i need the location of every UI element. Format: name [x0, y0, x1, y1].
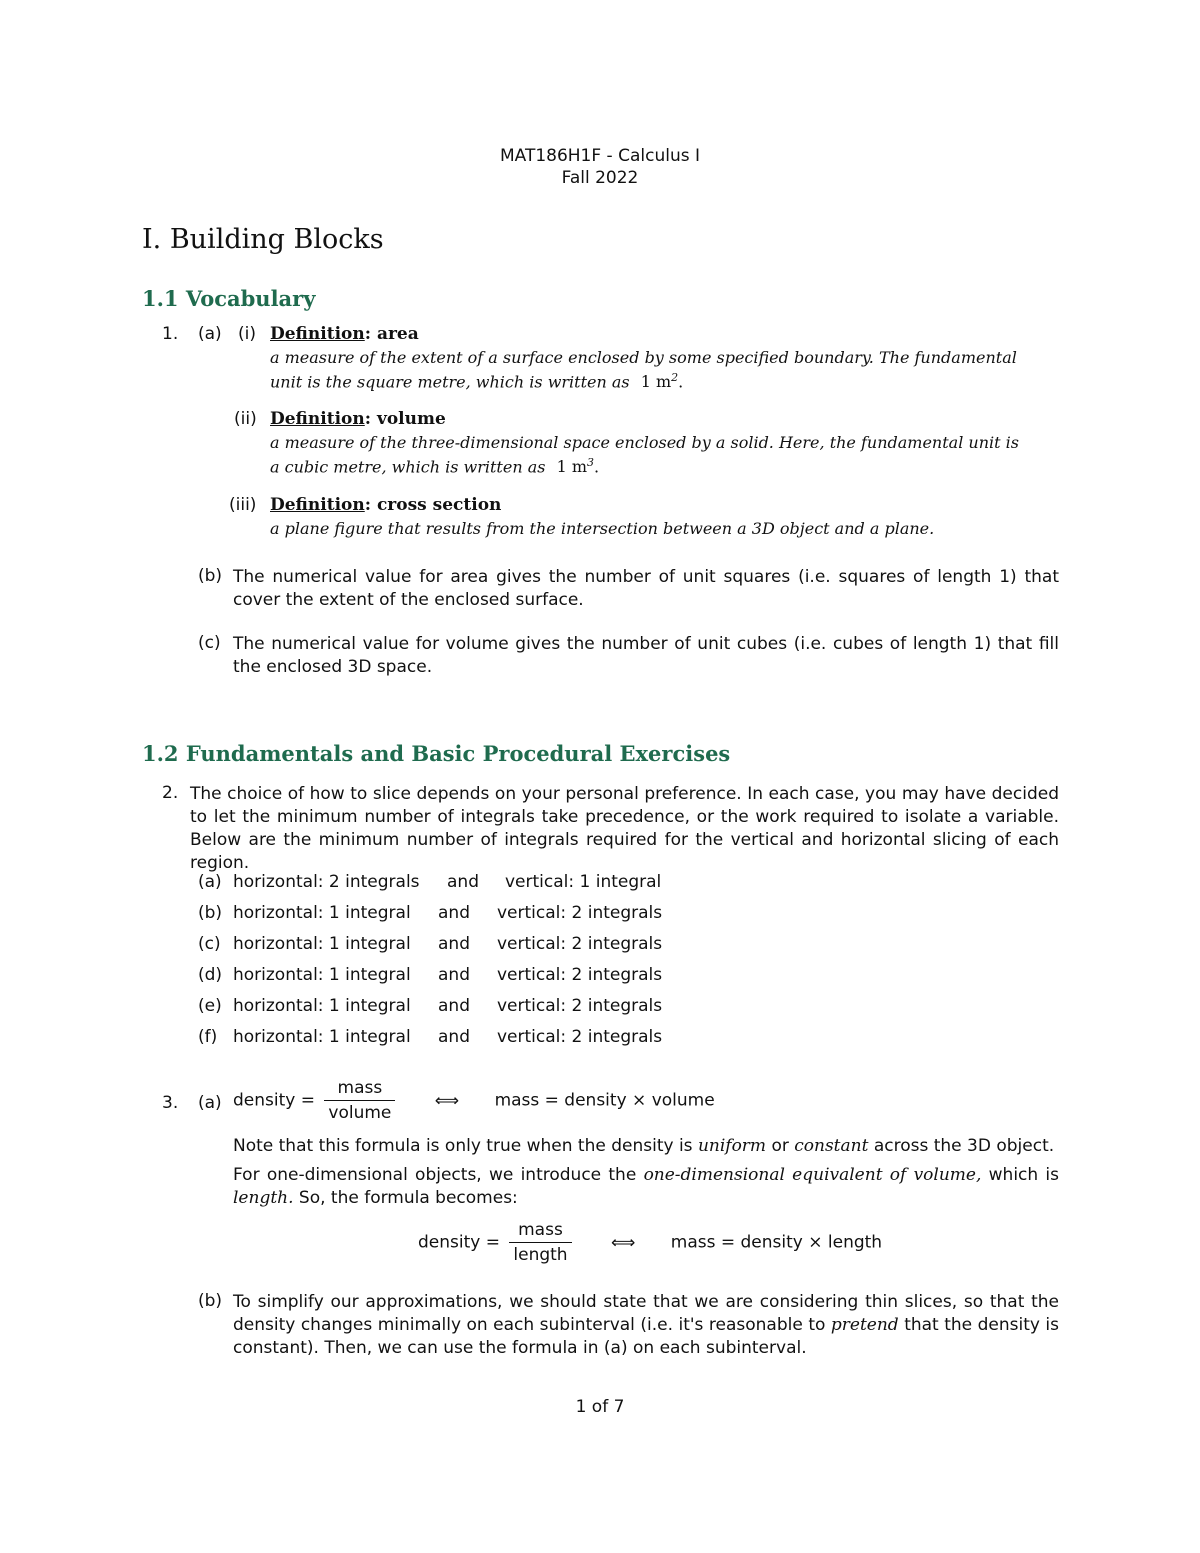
definition-keyword: Definition: [270, 324, 365, 344]
row-and: and: [438, 1027, 470, 1047]
definition-text: unit is the square metre, which is written as: [270, 372, 630, 392]
paragraph-text: For one-dimensional objects, we introduce the: [233, 1165, 637, 1185]
fraction: [509, 1220, 571, 1265]
part-text: The numerical value for volume gives the number of unit cubes (i.e. cubes of length 1) that fill the enclosed 3D space.: [233, 634, 1059, 677]
emphasis: one-dimensional equivalent of volume,: [643, 1165, 982, 1185]
definition-text-line: a measure of the three-dimensional space enclosed by a solid. Here, the fundamental unit is: [270, 433, 1019, 452]
period: .: [678, 372, 684, 392]
row-vertical: vertical: 2 integrals: [497, 965, 663, 985]
definition-colon: :: [364, 495, 372, 515]
row-vertical: vertical: 2 integrals: [497, 1027, 663, 1047]
row-horizontal: horizontal: 1 integral: [233, 934, 411, 954]
definition-term: area: [376, 324, 419, 344]
definition-text-line: [270, 371, 683, 391]
row-label: (a): [198, 872, 222, 892]
row-and: and: [438, 996, 470, 1016]
period: .: [594, 457, 600, 477]
part-text: The numerical value for area gives the number of unit squares (i.e. squares of length 1) that cover the extent of the enclosed surface.: [233, 567, 1059, 610]
part-label: (b): [198, 1291, 223, 1311]
emphasis: length.: [233, 1188, 294, 1208]
density-volume-formula: [233, 1078, 715, 1123]
definition-text-line: a measure of the extent of a surface enclosed by some specified boundary. The fundamental: [270, 348, 1017, 367]
fraction: [324, 1078, 395, 1123]
section-heading-vocabulary: 1.1 Vocabulary: [142, 286, 316, 311]
unit-exponent: 2: [671, 371, 679, 384]
row-and: and: [438, 903, 470, 923]
emphasis: uniform: [697, 1136, 767, 1156]
iff-arrow: ⟺: [434, 1090, 460, 1111]
emphasis: constant: [794, 1136, 869, 1156]
note-text: or: [771, 1136, 789, 1156]
row-horizontal: horizontal: 2 integrals: [233, 872, 420, 892]
definition-keyword: Definition: [270, 409, 365, 429]
paragraph-text: that the density is constant). Then, we can use the formula in (a) on each subinterval.: [233, 1315, 1059, 1358]
formula-rhs: mass = density × length: [670, 1232, 883, 1253]
row-and: and: [438, 965, 470, 985]
section-heading-fundamentals: 1.2 Fundamentals and Basic Procedural Exercises: [142, 741, 731, 766]
unit-symbol: 1 m: [556, 457, 587, 477]
subpart-label: (ii): [234, 409, 257, 429]
fraction-numerator: mass: [324, 1078, 395, 1101]
row-label: (f): [198, 1027, 218, 1047]
part-label: (b): [198, 566, 223, 586]
formula-lhs: density =: [233, 1090, 315, 1111]
row-horizontal: horizontal: 1 integral: [233, 1027, 411, 1047]
row-vertical: vertical: 2 integrals: [497, 934, 663, 954]
definition-heading-cross-section: [270, 495, 501, 515]
formula-rhs: mass = density × volume: [494, 1090, 715, 1111]
row-label: (b): [198, 903, 223, 923]
definition-colon: :: [364, 324, 372, 344]
row-vertical: vertical: 2 integrals: [497, 996, 663, 1016]
row-and: and: [447, 872, 479, 892]
part-label: (a): [198, 324, 222, 344]
question-number: 3.: [162, 1093, 179, 1113]
row-horizontal: horizontal: 1 integral: [233, 903, 411, 923]
note-text: Note that this formula is only true when the density is: [233, 1136, 693, 1156]
page-number: 1 of 7: [575, 1397, 625, 1417]
note-text: across the 3D object.: [873, 1136, 1055, 1156]
formula-lhs: density =: [418, 1232, 500, 1253]
emphasis: pretend: [830, 1315, 899, 1335]
row-label: (c): [198, 934, 221, 954]
term-label: Fall 2022: [561, 168, 639, 188]
fraction-numerator: mass: [509, 1220, 571, 1243]
question-text: The choice of how to slice depends on your personal preference. In each case, you may have decided to let the minimum number of integrals take precedence, or the work required to isolate a variable. Below are the minimum number of integrals required for the vertical and horizontal slicing of each region.: [190, 784, 1059, 873]
fraction-denominator: length: [513, 1245, 568, 1265]
row-label: (d): [198, 965, 223, 985]
row-horizontal: horizontal: 1 integral: [233, 965, 411, 985]
subpart-label: (iii): [229, 495, 257, 515]
one-dimensional-paragraph: [233, 1164, 1059, 1210]
paragraph-text: which is: [988, 1165, 1060, 1185]
chapter-title: I. Building Blocks: [142, 224, 384, 255]
part-text: [233, 1291, 1059, 1360]
subpart-label: (i): [238, 324, 256, 344]
definition-text: a cubic metre, which is written as: [270, 457, 546, 477]
unit-exponent: 3: [587, 456, 594, 469]
row-and: and: [438, 934, 470, 954]
course-title: MAT186H1F - Calculus I: [499, 146, 701, 166]
paragraph-text: To simplify our approximations, we should state that we are considering thin slices, so that the density changes minimally on each subinterval (i.e. it's reasonable to: [233, 1292, 1059, 1335]
paragraph-text: So, the formula becomes:: [298, 1188, 518, 1208]
iff-arrow: ⟺: [610, 1232, 636, 1253]
definition-heading-area: [270, 324, 419, 344]
row-vertical: vertical: 2 integrals: [497, 903, 663, 923]
density-length-formula: [418, 1220, 882, 1265]
definition-text-line: a plane figure that results from the intersection between a 3D object and a plane.: [270, 519, 935, 538]
row-vertical: vertical: 1 integral: [505, 872, 662, 892]
part-label: (c): [198, 633, 221, 653]
note-line: [233, 1136, 1054, 1156]
question-number: 2.: [162, 783, 179, 803]
row-label: (e): [198, 996, 222, 1016]
question-number: 1.: [162, 324, 179, 344]
row-horizontal: horizontal: 1 integral: [233, 996, 411, 1016]
definition-term: cross section: [376, 495, 502, 515]
part-label: (a): [198, 1093, 222, 1113]
fraction-denominator: volume: [328, 1103, 392, 1123]
definition-colon: :: [364, 409, 372, 429]
definition-text-line: [270, 456, 599, 476]
definition-keyword: Definition: [270, 495, 365, 515]
unit-symbol: 1 m: [640, 372, 672, 392]
definition-heading-volume: [270, 409, 446, 429]
definition-term: volume: [376, 409, 446, 429]
